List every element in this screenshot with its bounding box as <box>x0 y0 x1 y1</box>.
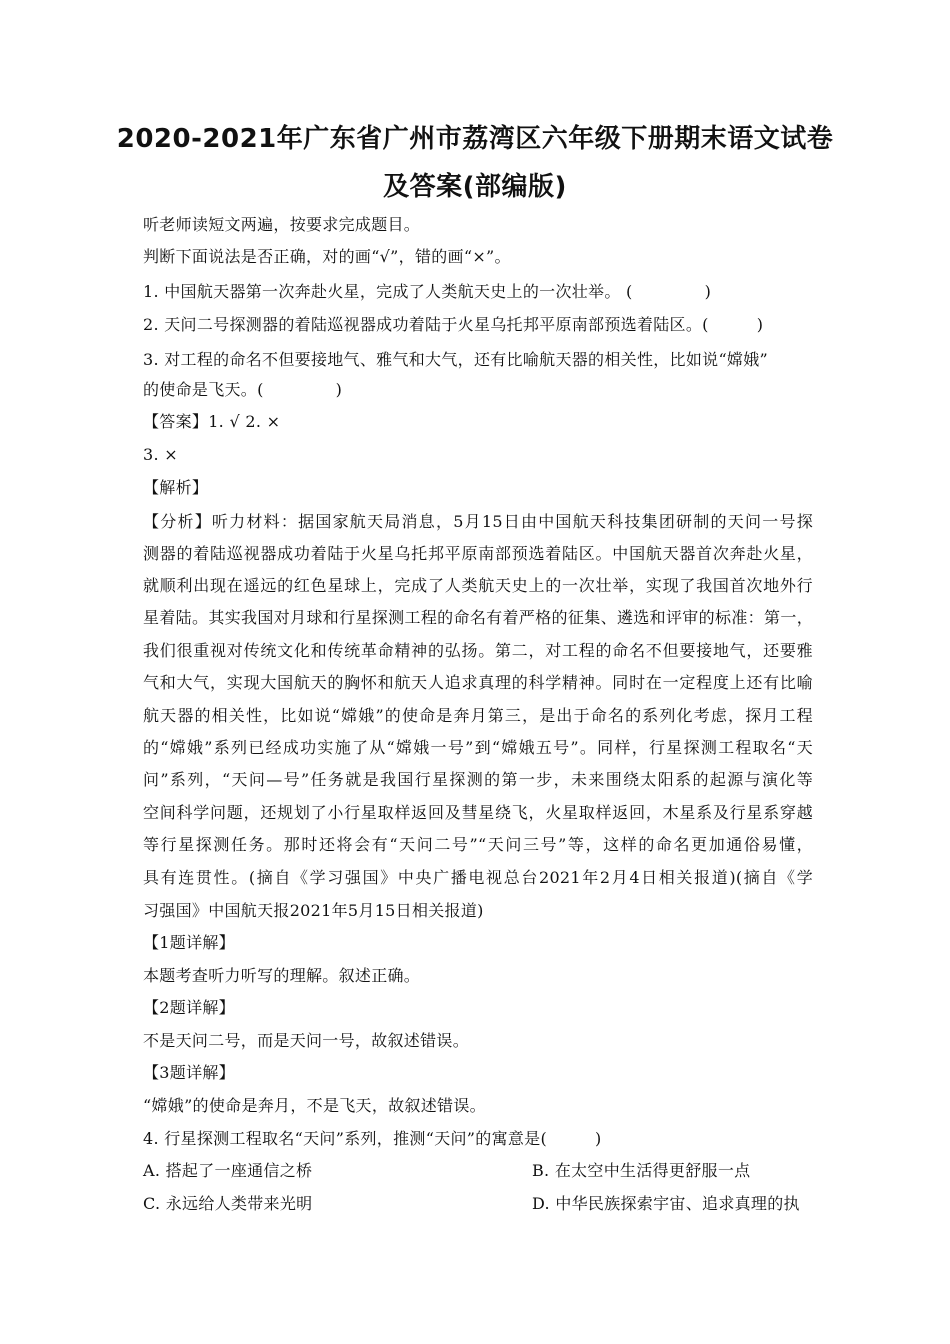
analysis-text: 就顺利出现在遥远的红色星球上，完成了人类航天史上的一次壮举，实现了我国首次地外行 <box>143 576 813 595</box>
document-subtitle: 及答案(部编版) <box>383 172 567 202</box>
analysis-text: 测器的着陆巡视器成功着陆于火星乌托邦平原南部预选着陆区。中国航天器首次奔赴火星， <box>143 544 813 563</box>
analysis-text: 星着陆。其实我国对月球和行星探测工程的命名有着严格的征集、遴选和评审的标准：第一， <box>143 608 813 627</box>
analysis-text: 气和大气，实现大国航天的胸怀和航天人追求真理的科学精神。同时在一定程度上还有比喻 <box>143 673 813 692</box>
analysis-text: 空间科学问题，还规划了小行星取样返回及彗星绕飞，火星取样返回，木星系及行星系穿越 <box>143 803 813 822</box>
option-a: A. 搭起了一座通信之桥 <box>143 1161 313 1180</box>
explanation-text: “嫦娥”的使命是奔月，不是飞天，故叙述错误。 <box>143 1096 486 1115</box>
analysis-text: 问”系列，“天问—号”任务就是我国行星探测的第一步，未来围绕太阳系的起源与演化等 <box>143 770 813 789</box>
answer-paren-close: ) <box>595 1129 602 1148</box>
section-heading: 【1题详解】 <box>143 933 235 952</box>
analysis-text: 的“嫦娥”系列已经成功实施了从“嫦娥一号”到“嫦娥五号”。同样，行星探测工程取名“天 <box>143 738 813 757</box>
analysis-text: 等行星探测任务。那时还将会有“天问二号”“天问三号”等，这样的命名更加通俗易懂， <box>143 835 813 854</box>
option-c: C. 永远给人类带来光明 <box>143 1194 313 1213</box>
question-text: 2. 天问二号探测器的着陆巡视器成功着陆于火星乌托邦平原南部预选着陆区。( <box>143 315 709 334</box>
section-heading: 【2题详解】 <box>143 998 235 1017</box>
answer-paren-close: ) <box>704 282 712 301</box>
analysis-text: 我们很重视对传统文化和传统革命精神的弘扬。第二，对工程的命名不但要接地气，还要雅 <box>143 641 813 660</box>
question-1 <box>143 281 813 303</box>
answer-line: 【答案】1. √ 2. × <box>143 412 281 431</box>
option-b: B. 在太空中生活得更舒服一点 <box>532 1161 751 1180</box>
option-d: D. 中华民族探索宇宙、追求真理的执 <box>532 1194 800 1213</box>
instruction-text: 判断下面说法是否正确，对的画“√”，错的画“×”。 <box>143 247 511 266</box>
analysis-text: 【分析】听力材料：据国家航天局消息，5月15日由中国航天科技集团研制的天问一号探 <box>143 512 813 531</box>
question-2 <box>143 314 813 336</box>
analysis-text: 习强国》中国航天报2021年5月15日相关报道) <box>143 901 484 920</box>
document-title: 2020-2021年广东省广州市荔湾区六年级下册期末语文试卷 <box>116 124 834 154</box>
question-text: 4. 行星探测工程取名“天问”系列，推测“天问”的寓意是( <box>143 1129 548 1148</box>
question-text: 1. 中国航天器第一次奔赴火星，完成了人类航天史上的一次壮举。 ( <box>143 282 633 301</box>
analysis-text: 具有连贯性。(摘自《学习强国》中央广播电视总台2021年2月4日相关报道)(摘自《学 <box>143 868 813 887</box>
explanation-text: 本题考查听力听写的理解。叙述正确。 <box>143 966 421 985</box>
question-4 <box>143 1128 813 1150</box>
explanation-text: 不是天问二号，而是天问一号，故叙述错误。 <box>143 1031 470 1050</box>
question-3-line1: 3. 对工程的命名不但要接地气、雅气和大气，还有比喻航天器的相关性，比如说“嫦娥” <box>143 350 769 369</box>
section-heading: 【解析】 <box>143 478 209 497</box>
analysis-text: 航天器的相关性，比如说“嫦娥”的使命是奔月第三，是出于命名的系列化考虑，探月工程 <box>143 706 813 725</box>
question-3-line2 <box>143 379 813 401</box>
answer-line: 3. × <box>143 445 178 464</box>
answer-paren-close: ) <box>335 380 343 399</box>
question-text: 的使命是飞天。( <box>143 380 264 399</box>
instruction-text: 听老师读短文两遍，按要求完成题目。 <box>143 215 421 234</box>
answer-paren-close: ) <box>756 315 764 334</box>
section-heading: 【3题详解】 <box>143 1063 235 1082</box>
